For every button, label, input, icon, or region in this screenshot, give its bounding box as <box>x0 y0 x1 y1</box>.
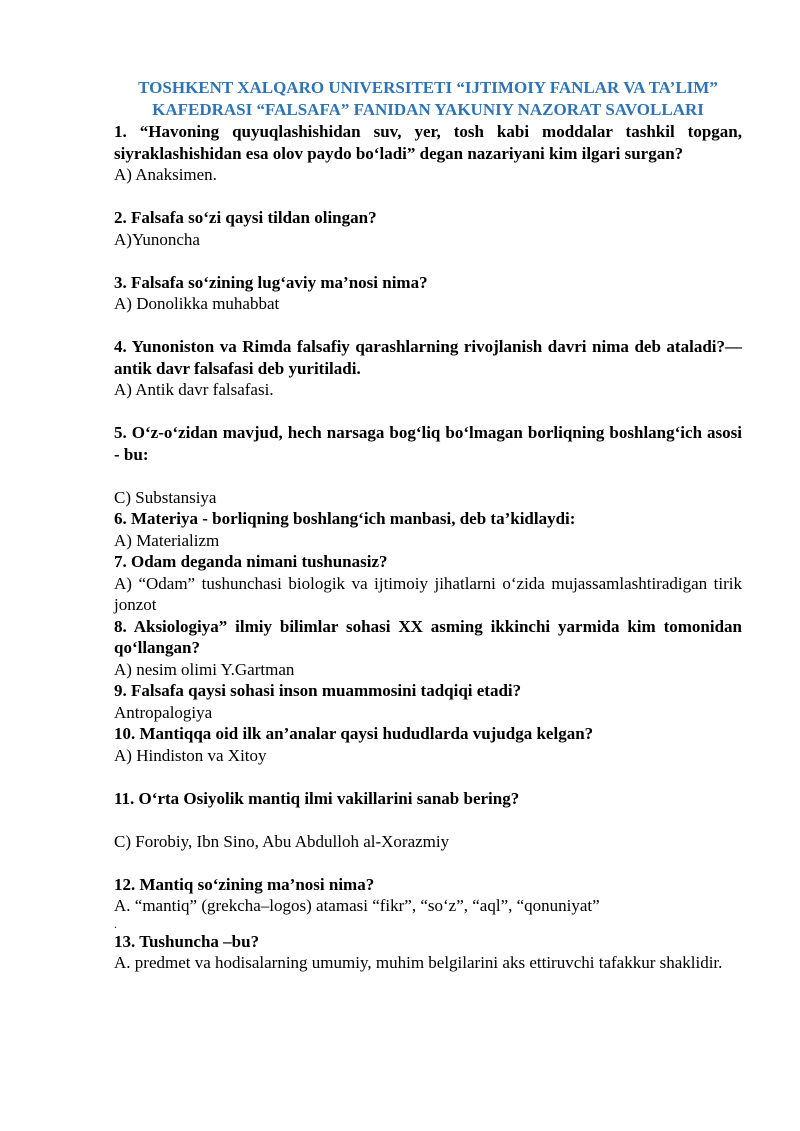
question-10: 10. Mantiqqa oid ilk an’analar qaysi hududlarda vujudga kelgan? <box>114 724 594 743</box>
stray-dot: . <box>114 916 117 931</box>
answer-5: C) Substansiya <box>114 487 217 507</box>
question-1: 1. “Havoning quyuqlashishidan suv, yer, tosh kabi moddalar tashkil topgan, siyraklashishidan esa olov paydo bo‘ladi” degan nazariyani kim ilgari surgan? <box>114 122 742 163</box>
answer-4: A) Antik davr falsafasi. <box>114 380 274 399</box>
spacer <box>114 809 742 831</box>
answer-1: A) Anaksimen. <box>114 165 217 184</box>
spacer <box>114 401 742 423</box>
question-9: 9. Falsafa qaysi sohasi inson muammosini tadqiqi etadi? <box>114 681 522 700</box>
answer-13: A. predmet va hodisalarning umumiy, muhim belgilarini aks ettiruvchi tafakkur shaklidir. <box>114 953 723 972</box>
answer-10: A) Hindiston va Xitoy <box>114 745 267 765</box>
spacer <box>114 766 742 788</box>
question-4: 4. Yunoniston va Rimda falsafiy qarashlarning rivojlanish davri nima deb ataladi?— antik davr falsafasi deb yuritiladi. <box>114 337 742 378</box>
spacer <box>114 465 742 487</box>
spacer <box>114 315 742 337</box>
question-6: 6. Materiya - borliqning boshlang‘ich manbasi, deb ta’kidlaydi: <box>114 509 576 528</box>
question-12: 12. Mantiq so‘zining ma’nosi nima? <box>114 874 375 894</box>
answer-6: A) Materializm <box>114 530 220 550</box>
question-5: 5. O‘z-o‘zidan mavjud, hech narsaga bog‘liq bo‘lmagan borliqning boshlang‘ich asosi - bu: <box>114 423 742 464</box>
spacer <box>114 250 742 272</box>
spacer <box>114 852 742 874</box>
question-8: 8. Aksiologiya” ilmiy bilimlar sohasi XX asming ikkinchi yarmida kim tomonidan qo‘llangan? <box>114 616 742 657</box>
question-2: 2. Falsafa so‘zi qaysi tildan olingan? <box>114 208 377 227</box>
document-title: TOSHKENT XALQARO UNIVERSITETI “IJTIMOIY FANLAR VA TA’LIM” KAFEDRASI “FALSAFA” FANIDAN YAKUNIY NAZORAT SAVOLLARI <box>138 78 718 119</box>
answer-2: A)Yunoncha <box>114 229 200 249</box>
question-13: 13. Tushuncha –bu? <box>114 931 260 951</box>
question-3: 3. Falsafa so‘zining lug‘aviy ma’nosi nima? <box>114 272 428 292</box>
answer-12: A. “mantiq” (grekcha–logos) atamasi “fikr”, “so‘z”, “aql”, “qonuniyat” <box>114 896 600 915</box>
answer-11: C) Forobiy, Ibn Sino, Abu Abdulloh al-Xorazmiy <box>114 831 450 851</box>
answer-9: Antropalogiya <box>114 702 213 722</box>
answer-8: A) nesim olimi Y.Gartman <box>114 659 295 679</box>
question-7: 7. Odam deganda nimani tushunasiz? <box>114 552 388 571</box>
question-11: 11. O‘rta Osiyolik mantiq ilmi vakillarini sanab bering? <box>114 788 520 808</box>
spacer <box>114 186 742 208</box>
answer-3: A) Donolikka muhabbat <box>114 294 280 313</box>
answer-7: A) “Odam” tushunchasi biologik va ijtimoiy jihatlarni o‘zida mujassamlashtiradigan tirik jonzot <box>114 573 742 614</box>
document-page <box>114 77 742 974</box>
